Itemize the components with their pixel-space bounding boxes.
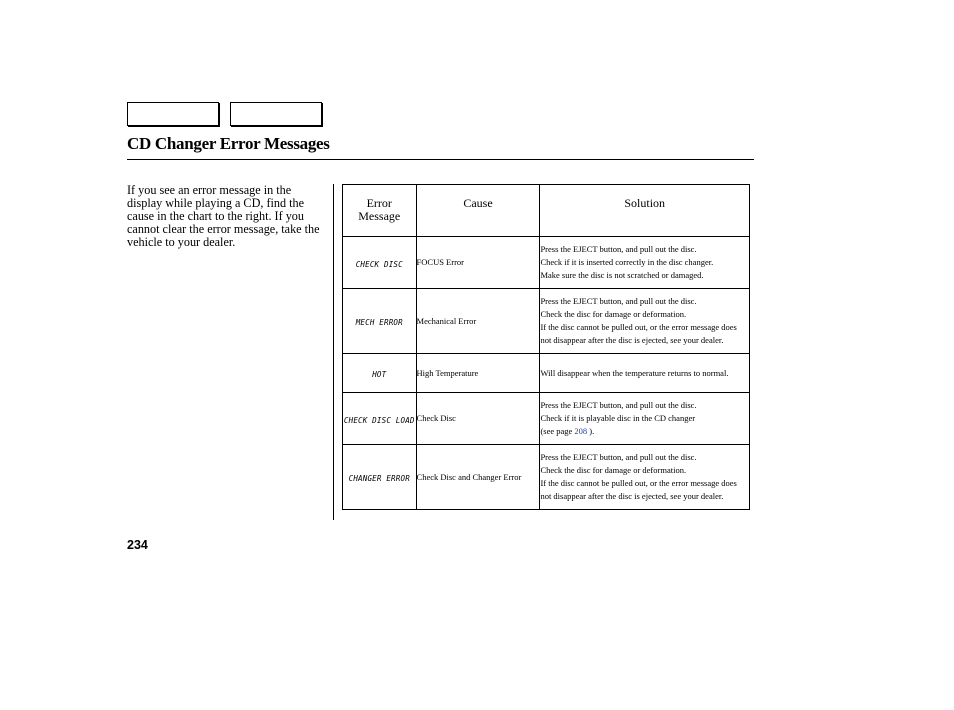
title-divider <box>127 159 754 160</box>
solution-line: If the disc cannot be pulled out, or the error message does not disappear after the disc is ejected, see your dealer. <box>540 322 737 345</box>
error-display-text: CHECK DISC <box>355 259 403 269</box>
cause-cell: Check Disc <box>416 393 540 445</box>
table-row <box>343 237 750 289</box>
solution-line: Press the EJECT button, and pull out the disc. <box>540 296 697 306</box>
solution-line: Check the disc for damage or deformation. <box>540 465 687 475</box>
intro-paragraph: If you see an error message in the display while playing a CD, find the cause in the chart to the right. If you cannot clear the error message, take the vehicle to your dealer. <box>127 183 320 249</box>
cause-cell: Mechanical Error <box>416 289 540 354</box>
table-header-row <box>343 185 750 237</box>
solution-reference <box>540 425 749 438</box>
nav-tab-box-2[interactable] <box>230 102 322 126</box>
table-row <box>343 393 750 445</box>
solution-line: Press the EJECT button, and pull out the disc. <box>540 244 697 254</box>
page-number: 234 <box>127 538 148 552</box>
error-message-cell <box>343 445 417 510</box>
cause-cell: High Temperature <box>416 354 540 393</box>
error-messages-table <box>342 184 750 510</box>
table-row <box>343 445 750 510</box>
nav-tab-box-1[interactable] <box>127 102 219 126</box>
header-error-message: Error Message <box>343 185 417 237</box>
solution-line: If the disc cannot be pulled out, or the error message does not disappear after the disc is ejected, see your dealer. <box>540 478 737 501</box>
error-display-text: CHANGER ERROR <box>348 474 410 483</box>
error-display-text: CHECK DISC LOAD <box>343 415 415 425</box>
header-cause: Cause <box>416 185 540 237</box>
solution-line: Check if it is playable disc in the CD changer <box>540 413 696 423</box>
header-solution: Solution <box>540 185 750 237</box>
column-divider <box>333 184 334 520</box>
table-row <box>343 289 750 354</box>
error-message-cell <box>343 393 417 445</box>
solution-ref-suffix: ). <box>587 426 595 436</box>
solution-cell <box>540 354 750 393</box>
error-message-cell <box>343 237 417 289</box>
error-message-cell <box>343 354 417 393</box>
solution-ref-prefix: (see page <box>540 426 575 436</box>
error-display-text: MECH ERROR <box>355 318 403 327</box>
solution-line: Will disappear when the temperature returns to normal. <box>540 367 729 378</box>
solution-line: Check if it is inserted correctly in the disc changer. <box>540 257 714 267</box>
error-display-text: HOT <box>372 370 387 379</box>
cause-cell: Check Disc and Changer Error <box>416 445 540 510</box>
solution-line: Press the EJECT button, and pull out the disc. <box>540 452 697 462</box>
solution-cell <box>540 289 750 354</box>
error-message-cell <box>343 289 417 354</box>
solution-cell <box>540 237 750 289</box>
table-row <box>343 354 750 393</box>
solution-line: Check the disc for damage or deformation. <box>540 309 687 319</box>
solution-line: Press the EJECT button, and pull out the disc. <box>540 400 697 410</box>
solution-cell <box>540 445 750 510</box>
solution-cell <box>540 393 750 445</box>
solution-line: Make sure the disc is not scratched or damaged. <box>540 270 704 280</box>
page-title: CD Changer Error Messages <box>127 134 330 153</box>
cause-cell: FOCUS Error <box>416 237 540 289</box>
page-208-link[interactable]: 208 <box>574 426 588 436</box>
